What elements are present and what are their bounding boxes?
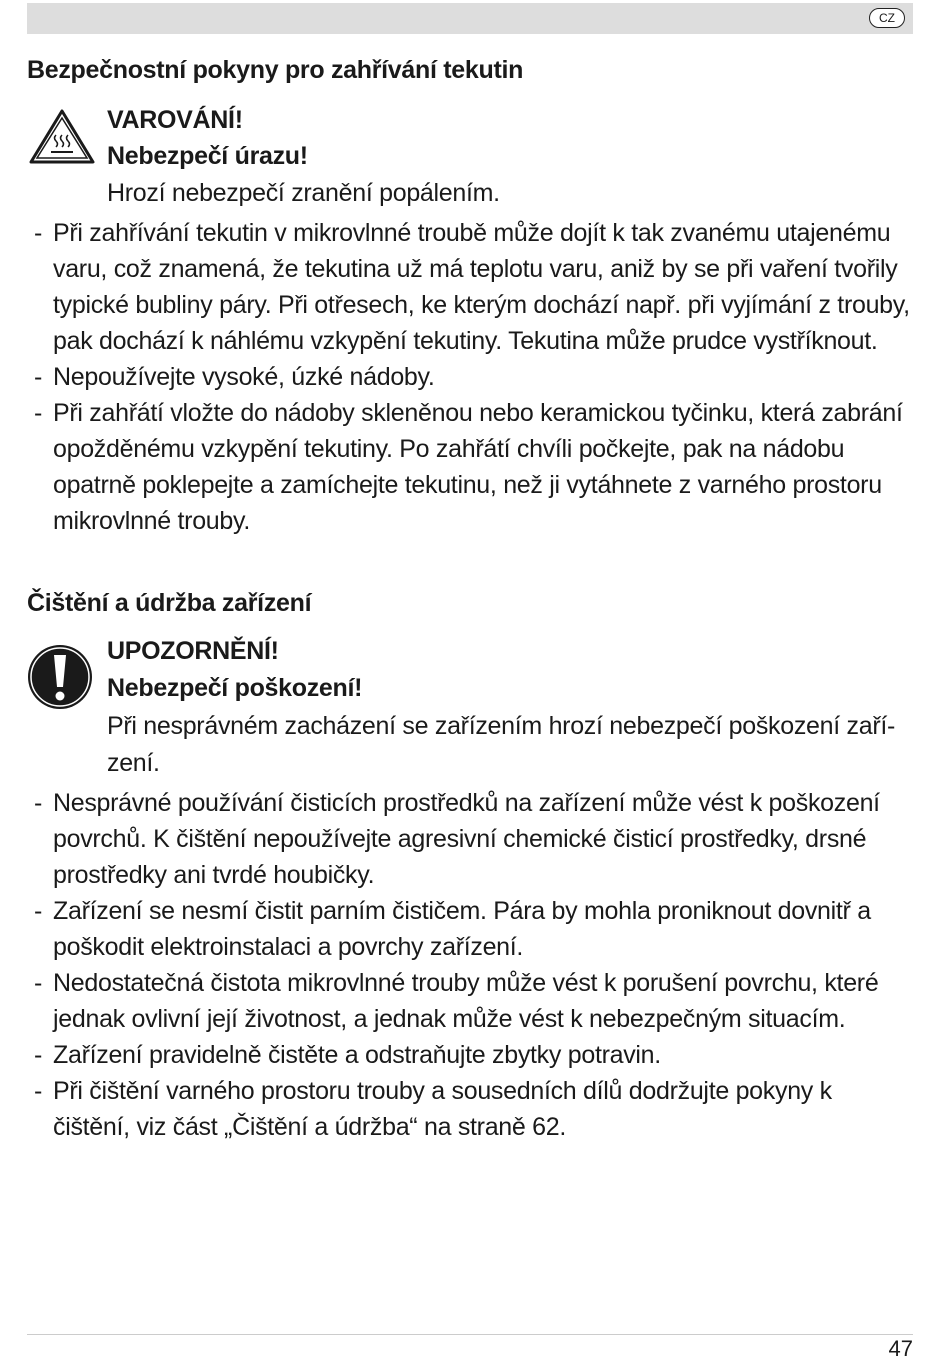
warning-text: Hrozí nebezpečí zranění popálením. bbox=[107, 179, 500, 207]
list-item: - Při čištění varného prostoru trouby a sousedních dílů dodržujte pokyny k čištění, viz část „Čištění a údržba“ na straně 62. bbox=[34, 1077, 832, 1141]
notice-title: UPOZORNĚNÍ! bbox=[107, 637, 279, 665]
hot-surface-warning-icon bbox=[27, 107, 97, 170]
cleaning-list bbox=[32, 785, 912, 1145]
heating-safety-list bbox=[32, 215, 912, 539]
list-item: - Zařízení pravidelně čistěte a odstraňujte zbytky potravin. bbox=[34, 1041, 661, 1069]
language-badge: CZ bbox=[869, 8, 905, 28]
warning-title: VAROVÁNÍ! bbox=[107, 106, 243, 134]
notice-subtitle: Nebezpečí poškození! bbox=[107, 674, 363, 702]
list-item: - Při zahřátí vložte do nádoby skleněnou nebo keramickou tyčinku, která zabrání opožděnému vzkypění tekutiny. Po zahřátí chvíli počkejte, pak na nádobu opatrně poklepejte a zamíchejte tekutinu, než ji vytáhnete z varného prostoru mikrovlnné trouby. bbox=[34, 399, 903, 535]
notice-text-line-1: Při nesprávném zacházení se zařízením hrozí nebezpečí poškození zaří- bbox=[107, 712, 896, 740]
list-item: - Zařízení se nesmí čistit parním čističem. Pára by mohla proniknout dovnitř a poškodit elektroinstalaci a povrchy zařízení. bbox=[34, 897, 871, 961]
list-item: - Nedostatečná čistota mikrovlnné trouby může vést k porušení povrchu, které jednak ovlivní její životnost, a jednak může vést k nebezpečným situacím. bbox=[34, 969, 879, 1033]
exclamation-notice-icon bbox=[27, 643, 93, 716]
section-heading-cleaning: Čištění a údržba zařízení bbox=[27, 589, 312, 617]
section-heading-heating-liquids: Bezpečnostní pokyny pro zahřívání tekutin bbox=[27, 56, 524, 84]
list-item: - Nesprávné používání čisticích prostředků na zařízení může vést k poškození povrchů. K čištění nepoužívejte agresivní chemické čisticí prostředky, drsné prostředky ani tvrdé houbičky. bbox=[34, 789, 880, 889]
warning-subtitle: Nebezpečí úrazu! bbox=[107, 142, 308, 170]
list-item: - Při zahřívání tekutin v mikrovlnné troubě může dojít k tak zvanému utajenému varu, což znamená, že tekutina už má teplotu varu, aniž by se při vaření tvořily typické bubliny páry. Při otřesech, ke kterým dochází např. při vyjímání z trouby, pak dochází k náhlému vzkypění tekutiny. Tekutina může prudce vystříknout. bbox=[34, 219, 910, 355]
footer-divider bbox=[27, 1334, 913, 1335]
notice-text-line-2: zení. bbox=[107, 749, 160, 777]
list-item: - Nepoužívejte vysoké, úzké nádoby. bbox=[34, 363, 435, 391]
page-number: 47 bbox=[888, 1336, 913, 1361]
header-bar bbox=[27, 3, 913, 34]
